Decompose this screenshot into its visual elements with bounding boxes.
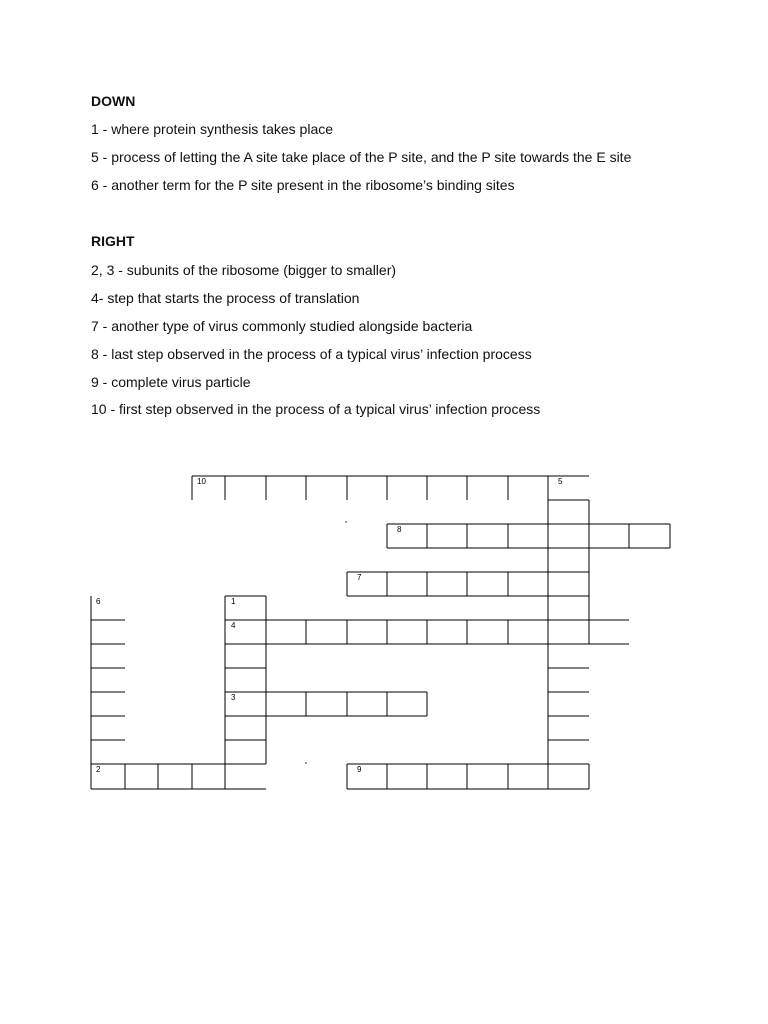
right-clue-2-3: 2, 3 - subunits of the ribosome (bigger to smaller) [91,262,397,278]
stray-dot [305,762,306,763]
down-clue-6: 6 - another term for the P site present in the ribosome’s binding sites [91,177,515,193]
down-clue-5: 5 - process of letting the A site take place of the P site, and the P site towards the E site [91,149,632,165]
number-7: 7 [357,573,362,582]
number-2: 2 [96,765,101,774]
number-5: 5 [558,477,563,486]
right-clue-7: 7 - another type of virus commonly studied alongside bacteria [91,318,473,334]
number-3: 3 [231,693,236,702]
number-9: 9 [357,765,362,774]
number-4: 4 [231,621,236,630]
right-clue-4: 4- step that starts the process of translation [91,290,360,306]
right-clue-10: 10 - first step observed in the process of a typical virus’ infection process [91,401,541,417]
down-heading: DOWN [91,93,136,109]
number-1: 1 [231,597,236,606]
right-clue-8: 8 - last step observed in the process of a typical virus’ infection process [91,346,532,362]
stray-dot [345,521,346,522]
number-8: 8 [397,525,402,534]
number-6: 6 [96,597,101,606]
right-clue-9: 9 - complete virus particle [91,374,251,390]
number-10: 10 [197,477,206,486]
right-heading: RIGHT [91,233,135,249]
down-clue-1: 1 - where protein synthesis takes place [91,121,334,137]
